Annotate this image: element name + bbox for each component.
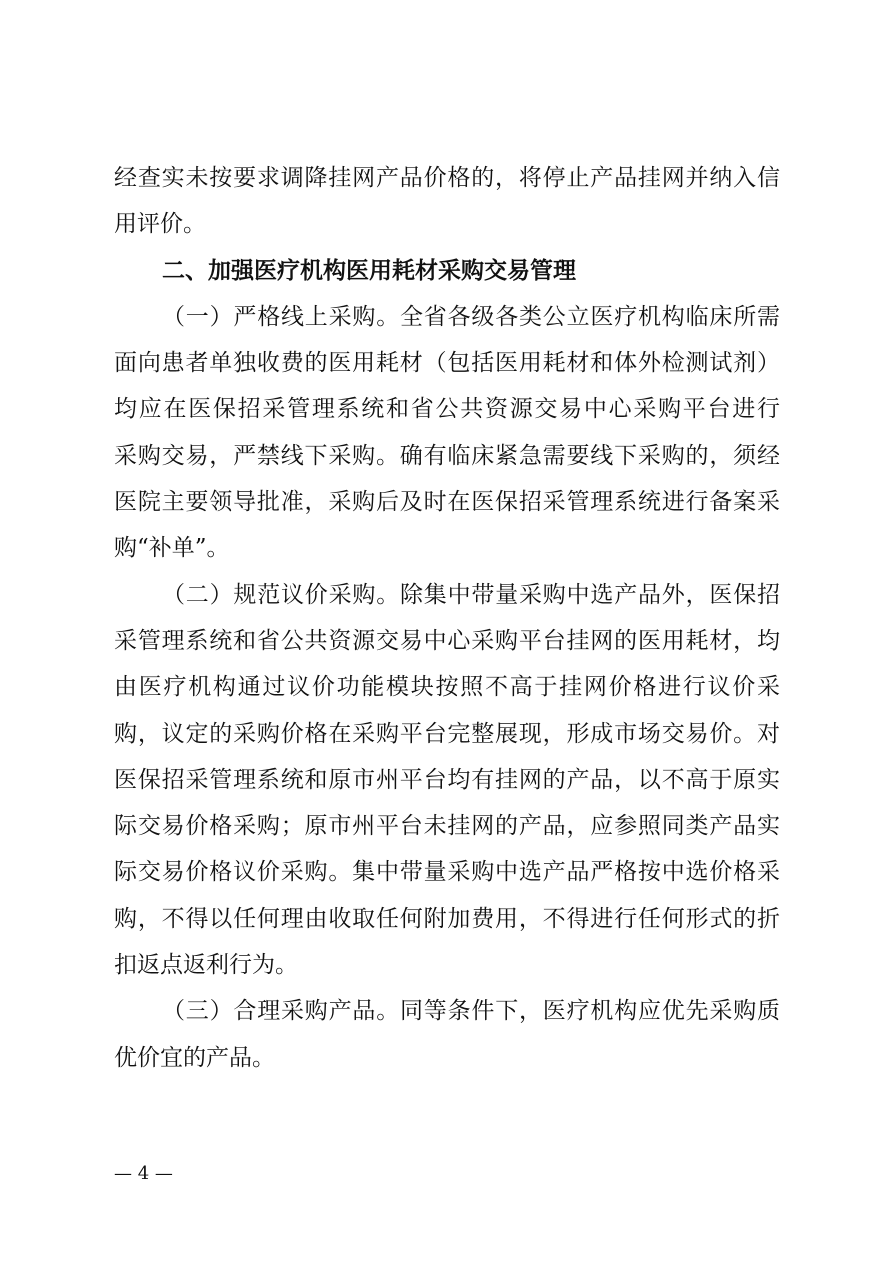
text-line: 医保招采管理系统和原市州平台均有挂网的产品，以不高于原实 [114,766,780,793]
text-line: 均应在医保招采管理系统和省公共资源交易中心采购平台进行 [114,396,780,423]
paragraph-first-line: （三）合理采购产品。同等条件下，医疗机构应优先采购质 [162,998,780,1025]
section-heading: 二、加强医疗机构医用耗材采购交易管理 [162,257,576,284]
paragraph-first-line: （二）规范议价采购。除集中带量采购中选产品外，医保招 [162,581,780,608]
text-line: 际交易价格议价采购。集中带量采购中选产品严格按中选价格采 [114,859,780,886]
text-line: 用评价。 [114,211,206,238]
text-line: 医院主要领导批准，采购后及时在医保招采管理系统进行备案采 [114,489,780,516]
text-line: 购，不得以任何理由收取任何附加费用，不得进行任何形式的折 [114,905,780,932]
text-line: 际交易价格采购；原市州平台未挂网的产品，应参照同类产品实 [114,813,780,840]
document-body [114,155,780,1081]
text-line: 经查实未按要求调降挂网产品价格的，将停止产品挂网并纳入信 [114,165,780,191]
text-line: 采购交易，严禁线下采购。确有临床紧急需要线下采购的，须经 [114,442,780,469]
text-line: 购“补单”。 [114,535,230,562]
text-line: 优价宜的产品。 [114,1044,275,1071]
text-line: 扣返点返利行为。 [114,952,298,979]
text-line: 面向患者单独收费的医用耗材（包括医用耗材和体外检测试剂） [114,350,780,377]
paragraph-first-line: （一）严格线上采购。全省各级各类公立医疗机构临床所需 [162,303,780,330]
text-line: 购，议定的采购价格在采购平台完整展现，形成市场交易价。对 [114,720,780,747]
text-line: 由医疗机构通过议价功能模块按照不高于挂网价格进行议价采 [114,674,780,701]
page-number: — 4 — [114,1163,173,1184]
text-line: 采管理系统和省公共资源交易中心采购平台挂网的医用耗材，均 [114,627,780,654]
